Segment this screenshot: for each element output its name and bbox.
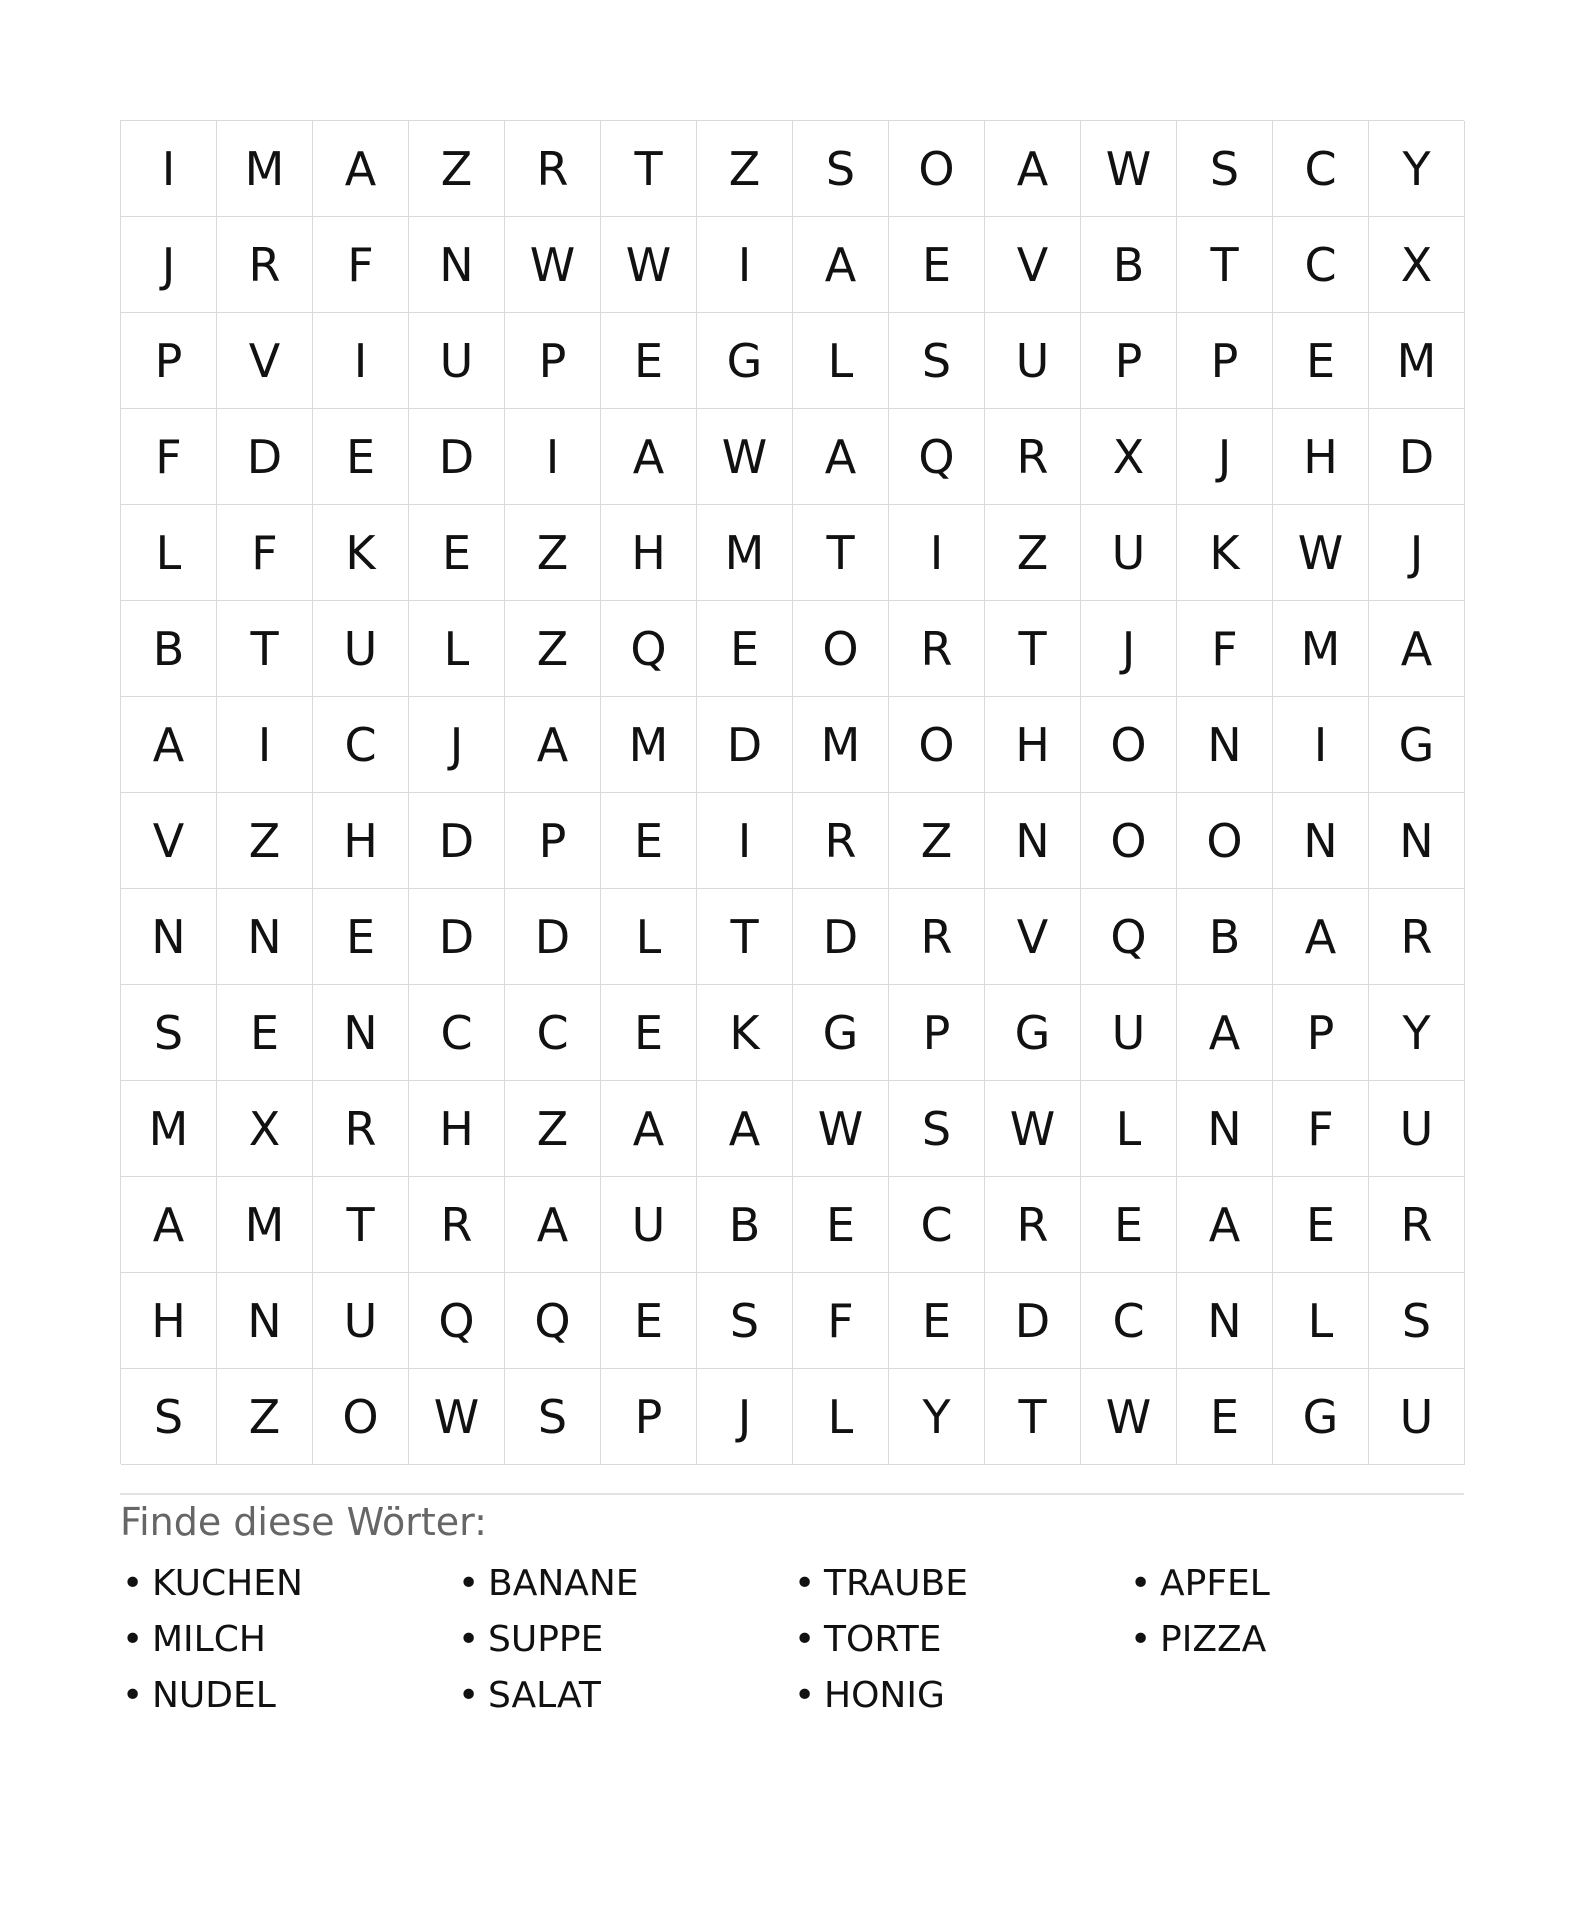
grid-cell[interactable]: F (217, 505, 313, 601)
grid-cell[interactable]: H (313, 793, 409, 889)
grid-cell[interactable]: A (985, 121, 1081, 217)
grid-cell[interactable]: M (217, 1177, 313, 1273)
grid-cell[interactable]: D (793, 889, 889, 985)
bullet-icon: • (794, 1619, 816, 1660)
grid-cell[interactable]: A (1177, 1177, 1273, 1273)
grid-cell[interactable]: I (697, 793, 793, 889)
word-label: PIZZA (1160, 1619, 1267, 1660)
grid-cell[interactable]: D (1369, 409, 1465, 505)
grid-cell[interactable]: P (121, 313, 217, 409)
word-label: BANANE (488, 1563, 639, 1604)
grid-cell[interactable]: D (217, 409, 313, 505)
grid-cell[interactable]: P (601, 1369, 697, 1465)
grid-cell[interactable]: T (217, 601, 313, 697)
bullet-icon: • (122, 1675, 144, 1716)
grid-cell[interactable]: A (793, 217, 889, 313)
word-label: NUDEL (152, 1675, 276, 1716)
grid-cell[interactable]: T (313, 1177, 409, 1273)
word-list-item (120, 1556, 456, 1612)
grid-cell[interactable]: Y (1369, 121, 1465, 217)
grid-cell[interactable]: Q (505, 1273, 601, 1369)
grid-cell[interactable]: M (121, 1081, 217, 1177)
grid-cell[interactable]: R (793, 793, 889, 889)
grid-cell[interactable]: H (601, 505, 697, 601)
grid-cell[interactable]: P (1177, 313, 1273, 409)
grid-cell[interactable]: Z (697, 121, 793, 217)
grid-cell[interactable]: Z (505, 505, 601, 601)
grid-cell[interactable]: L (793, 313, 889, 409)
grid-cell[interactable]: F (121, 409, 217, 505)
word-list (120, 1556, 1464, 1724)
grid-cell[interactable]: A (505, 697, 601, 793)
word-label: MILCH (152, 1619, 266, 1660)
grid-cell[interactable]: A (505, 1177, 601, 1273)
grid-cell[interactable]: L (793, 1369, 889, 1465)
bullet-icon: • (458, 1675, 480, 1716)
grid-cell[interactable]: U (985, 313, 1081, 409)
grid-cell[interactable]: R (313, 1081, 409, 1177)
grid-cell[interactable]: X (1081, 409, 1177, 505)
grid-cell[interactable]: N (1177, 1273, 1273, 1369)
grid-cell[interactable]: B (1081, 217, 1177, 313)
grid-cell[interactable]: J (1369, 505, 1465, 601)
grid-cell[interactable]: L (1273, 1273, 1369, 1369)
grid-cell[interactable]: I (1273, 697, 1369, 793)
grid-cell[interactable]: I (889, 505, 985, 601)
grid-cell[interactable]: X (1369, 217, 1465, 313)
grid-cell[interactable]: V (985, 889, 1081, 985)
grid-cell[interactable]: P (1081, 313, 1177, 409)
grid-cell[interactable]: R (985, 409, 1081, 505)
grid-cell[interactable]: S (121, 985, 217, 1081)
grid-cell[interactable]: W (409, 1369, 505, 1465)
grid-cell[interactable]: R (1369, 1177, 1465, 1273)
grid-cell[interactable]: N (217, 889, 313, 985)
word-list-item (1128, 1612, 1464, 1668)
grid-cell[interactable]: H (985, 697, 1081, 793)
grid-cell[interactable]: E (217, 985, 313, 1081)
grid-cell[interactable]: F (1273, 1081, 1369, 1177)
grid-cell[interactable]: E (409, 505, 505, 601)
word-list-item (120, 1612, 456, 1668)
grid-cell[interactable]: E (601, 793, 697, 889)
grid-cell[interactable]: A (1177, 985, 1273, 1081)
grid-cell[interactable]: U (1369, 1369, 1465, 1465)
grid-cell[interactable]: A (121, 1177, 217, 1273)
grid-cell[interactable]: U (1081, 505, 1177, 601)
grid-cell[interactable]: R (1369, 889, 1465, 985)
grid-cell[interactable]: Z (505, 601, 601, 697)
grid-cell[interactable]: V (121, 793, 217, 889)
grid-cell[interactable]: M (793, 697, 889, 793)
grid-cell[interactable]: Q (1081, 889, 1177, 985)
grid-cell[interactable]: H (121, 1273, 217, 1369)
grid-cell[interactable]: D (409, 793, 505, 889)
grid-cell[interactable]: O (889, 697, 985, 793)
grid-cell[interactable]: A (793, 409, 889, 505)
grid-cell[interactable]: V (217, 313, 313, 409)
bullet-icon: • (794, 1563, 816, 1604)
grid-cell[interactable]: I (217, 697, 313, 793)
grid-cell[interactable]: N (985, 793, 1081, 889)
bullet-icon: • (122, 1563, 144, 1604)
grid-cell[interactable]: E (1177, 1369, 1273, 1465)
grid-cell[interactable]: C (1081, 1273, 1177, 1369)
grid-cell[interactable]: K (313, 505, 409, 601)
grid-cell[interactable]: P (889, 985, 985, 1081)
grid-cell[interactable]: E (601, 985, 697, 1081)
grid-cell[interactable]: U (1369, 1081, 1465, 1177)
grid-cell[interactable]: L (409, 601, 505, 697)
grid-cell[interactable]: S (1177, 121, 1273, 217)
grid-cell[interactable]: M (601, 697, 697, 793)
grid-cell[interactable]: A (1273, 889, 1369, 985)
grid-cell[interactable]: N (409, 217, 505, 313)
grid-cell[interactable]: E (697, 601, 793, 697)
grid-cell[interactable]: C (313, 697, 409, 793)
word-list-item (792, 1612, 1128, 1668)
word-label: SUPPE (488, 1619, 604, 1660)
grid-cell[interactable]: H (1273, 409, 1369, 505)
grid-cell[interactable]: R (889, 889, 985, 985)
grid-cell[interactable]: C (505, 985, 601, 1081)
grid-cell[interactable]: K (1177, 505, 1273, 601)
grid-cell[interactable]: T (1177, 217, 1273, 313)
grid-cell[interactable]: S (793, 121, 889, 217)
grid-cell[interactable]: Z (409, 121, 505, 217)
divider (120, 1493, 1464, 1495)
word-label: TRAUBE (824, 1563, 968, 1604)
grid-cell[interactable]: V (985, 217, 1081, 313)
grid-cell[interactable]: A (1369, 601, 1465, 697)
grid-cell[interactable]: E (313, 889, 409, 985)
grid-cell[interactable]: A (313, 121, 409, 217)
grid-cell[interactable]: N (1177, 1081, 1273, 1177)
grid-cell[interactable]: G (985, 985, 1081, 1081)
grid-cell[interactable]: W (985, 1081, 1081, 1177)
grid-cell[interactable]: E (601, 1273, 697, 1369)
grid-cell[interactable]: T (985, 601, 1081, 697)
word-list-item (1128, 1556, 1464, 1612)
word-list-item (456, 1668, 792, 1724)
grid-cell[interactable]: G (1369, 697, 1465, 793)
grid-cell[interactable]: T (601, 121, 697, 217)
grid-cell[interactable]: U (601, 1177, 697, 1273)
grid-cell[interactable]: W (1081, 1369, 1177, 1465)
grid-cell[interactable]: U (313, 1273, 409, 1369)
grid-cell[interactable]: I (313, 313, 409, 409)
grid-cell[interactable]: I (505, 409, 601, 505)
grid-cell[interactable]: S (697, 1273, 793, 1369)
grid-cell[interactable]: C (1273, 121, 1369, 217)
grid-cell[interactable]: Z (217, 1369, 313, 1465)
grid-cell[interactable]: W (1081, 121, 1177, 217)
word-label: HONIG (824, 1675, 945, 1716)
grid-cell[interactable]: B (121, 601, 217, 697)
grid-cell[interactable]: O (889, 121, 985, 217)
grid-cell[interactable]: B (697, 1177, 793, 1273)
grid-cell[interactable]: S (889, 313, 985, 409)
grid-cell[interactable]: E (1273, 313, 1369, 409)
grid-cell[interactable]: O (313, 1369, 409, 1465)
grid-cell[interactable]: J (121, 217, 217, 313)
grid-cell[interactable]: B (1177, 889, 1273, 985)
grid-cell[interactable]: D (409, 889, 505, 985)
word-list-item (456, 1612, 792, 1668)
bullet-icon: • (122, 1619, 144, 1660)
grid-cell[interactable]: P (505, 313, 601, 409)
grid-cell[interactable]: C (889, 1177, 985, 1273)
grid-cell[interactable]: N (217, 1273, 313, 1369)
grid-cell[interactable]: D (409, 409, 505, 505)
grid-cell[interactable]: S (505, 1369, 601, 1465)
bullet-icon: • (1130, 1563, 1152, 1604)
grid-cell[interactable]: H (409, 1081, 505, 1177)
grid-cell[interactable]: O (1081, 697, 1177, 793)
grid-cell[interactable]: L (1081, 1081, 1177, 1177)
grid-cell[interactable]: E (889, 217, 985, 313)
grid-cell[interactable]: L (601, 889, 697, 985)
grid-cell[interactable]: A (121, 697, 217, 793)
grid-cell[interactable]: Q (889, 409, 985, 505)
grid-cell[interactable]: G (697, 313, 793, 409)
grid-cell[interactable]: F (1177, 601, 1273, 697)
grid-cell[interactable]: E (1273, 1177, 1369, 1273)
grid-cell[interactable]: P (505, 793, 601, 889)
grid-cell[interactable]: F (313, 217, 409, 313)
grid-cell[interactable]: N (313, 985, 409, 1081)
words-heading: Finde diese Wörter: (120, 1500, 487, 1544)
grid-cell[interactable]: A (601, 1081, 697, 1177)
grid-cell[interactable]: Z (217, 793, 313, 889)
grid-cell[interactable]: U (1081, 985, 1177, 1081)
grid-cell[interactable]: S (1369, 1273, 1465, 1369)
grid-cell[interactable]: Z (889, 793, 985, 889)
grid-cell[interactable]: E (793, 1177, 889, 1273)
grid-cell[interactable]: R (409, 1177, 505, 1273)
word-list-item (792, 1668, 1128, 1724)
grid-cell[interactable]: S (889, 1081, 985, 1177)
grid-cell[interactable]: G (793, 985, 889, 1081)
grid-cell[interactable]: U (409, 313, 505, 409)
grid-cell[interactable]: D (505, 889, 601, 985)
grid-cell[interactable]: T (985, 1369, 1081, 1465)
grid-cell[interactable]: E (313, 409, 409, 505)
bullet-icon: • (794, 1675, 816, 1716)
grid-cell[interactable]: I (121, 121, 217, 217)
grid-cell[interactable]: M (697, 505, 793, 601)
grid-cell[interactable]: C (1273, 217, 1369, 313)
word-list-item (792, 1556, 1128, 1612)
grid-cell[interactable]: A (601, 409, 697, 505)
grid-cell[interactable]: A (697, 1081, 793, 1177)
grid-cell[interactable]: O (1177, 793, 1273, 889)
grid-cell[interactable]: N (1273, 793, 1369, 889)
grid-cell[interactable]: D (697, 697, 793, 793)
grid-cell[interactable]: Y (889, 1369, 985, 1465)
grid-cell[interactable]: W (793, 1081, 889, 1177)
grid-cell[interactable]: E (889, 1273, 985, 1369)
grid-cell[interactable]: J (409, 697, 505, 793)
grid-cell[interactable]: F (793, 1273, 889, 1369)
grid-cell[interactable]: U (313, 601, 409, 697)
grid-cell[interactable]: E (1081, 1177, 1177, 1273)
grid-cell[interactable]: J (697, 1369, 793, 1465)
word-label: APFEL (1160, 1563, 1270, 1604)
grid-cell[interactable]: M (1369, 313, 1465, 409)
grid-cell[interactable]: W (1273, 505, 1369, 601)
word-label: KUCHEN (152, 1563, 303, 1604)
grid-cell[interactable]: J (1081, 601, 1177, 697)
grid-cell[interactable]: T (793, 505, 889, 601)
word-label: SALAT (488, 1675, 601, 1716)
word-list-item (120, 1668, 456, 1724)
bullet-icon: • (1130, 1619, 1152, 1660)
bullet-icon: • (458, 1563, 480, 1604)
grid-cell[interactable]: R (217, 217, 313, 313)
word-list-item (456, 1556, 792, 1612)
grid-cell[interactable]: Q (601, 601, 697, 697)
grid-cell[interactable]: E (601, 313, 697, 409)
grid-cell[interactable]: W (505, 217, 601, 313)
grid-cell[interactable]: C (409, 985, 505, 1081)
grid-cell[interactable]: Y (1369, 985, 1465, 1081)
grid-cell[interactable]: W (697, 409, 793, 505)
grid-cell[interactable]: S (121, 1369, 217, 1465)
grid-cell[interactable]: X (217, 1081, 313, 1177)
grid-cell[interactable]: N (1369, 793, 1465, 889)
grid-cell[interactable]: Z (505, 1081, 601, 1177)
grid-cell[interactable]: K (697, 985, 793, 1081)
bullet-icon: • (458, 1619, 480, 1660)
grid-cell[interactable]: N (1177, 697, 1273, 793)
grid-cell[interactable]: L (121, 505, 217, 601)
grid-cell[interactable]: M (1273, 601, 1369, 697)
grid-cell[interactable]: M (217, 121, 313, 217)
grid-cell[interactable]: W (601, 217, 697, 313)
grid-cell[interactable]: G (1273, 1369, 1369, 1465)
grid-cell[interactable]: R (505, 121, 601, 217)
grid-cell[interactable]: O (793, 601, 889, 697)
grid-cell[interactable]: J (1177, 409, 1273, 505)
grid-cell[interactable]: I (697, 217, 793, 313)
grid-cell[interactable]: T (697, 889, 793, 985)
grid-cell[interactable]: R (985, 1177, 1081, 1273)
grid-cell[interactable]: O (1081, 793, 1177, 889)
grid-cell[interactable]: Z (985, 505, 1081, 601)
grid-cell[interactable]: R (889, 601, 985, 697)
letter-grid (120, 120, 1464, 1464)
grid-cell[interactable]: Q (409, 1273, 505, 1369)
grid-cell[interactable]: P (1273, 985, 1369, 1081)
grid-cell[interactable]: N (121, 889, 217, 985)
word-label: TORTE (824, 1619, 942, 1660)
grid-cell[interactable]: D (985, 1273, 1081, 1369)
